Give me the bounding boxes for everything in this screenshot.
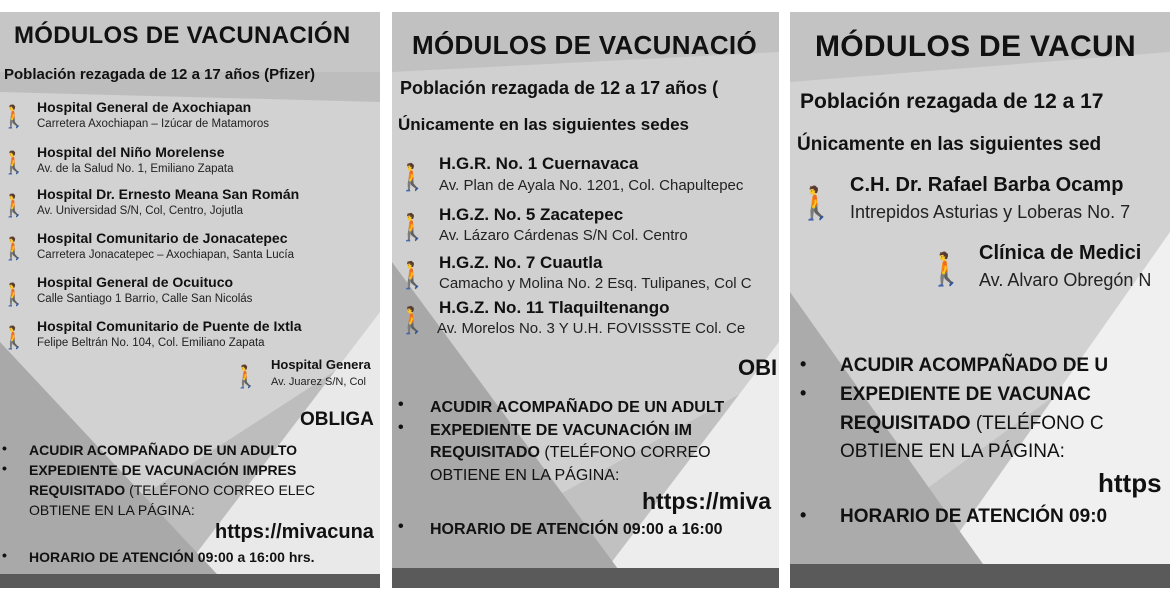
registration-url[interactable]: https — [1098, 468, 1162, 498]
sedes-note: Únicamente en las siguientes sedes — [398, 115, 690, 134]
walking-person-icon: 🚶 — [926, 251, 966, 287]
walking-person-icon: 🚶 — [0, 104, 28, 129]
registration-url[interactable]: https://miva — [642, 488, 772, 514]
hospital-address: Felipe Beltrán No. 104, Col. Emiliano Zapata — [37, 337, 265, 349]
panel-subtitle: Población rezagada de 12 a 17 años (Pfizer) — [4, 66, 315, 83]
walking-person-icon: 🚶 — [396, 212, 429, 242]
hospital-name: Hospital del Niño Morelense — [37, 144, 225, 160]
requirement-adult: ACUDIR ACOMPAÑADO DE UN ADULT — [430, 399, 725, 416]
hospital-name: Hospital Genera — [271, 357, 371, 372]
bullet: • — [2, 547, 7, 563]
walking-person-icon: 🚶 — [396, 260, 429, 290]
walking-person-icon: 🚶 — [0, 150, 28, 175]
sedes-note: Únicamente en las siguientes sed — [797, 134, 1102, 155]
flyer-panel-3 — [790, 12, 1170, 588]
hospital-name: Hospital General de Ocuituco — [37, 274, 234, 290]
requirement-adult: ACUDIR ACOMPAÑADO DE U — [840, 355, 1109, 376]
requirement-record-line2 — [840, 413, 1104, 435]
hospital-address: Av. Lázaro Cárdenas S/N Col. Centro — [439, 227, 688, 244]
flyer-panel-2 — [392, 12, 779, 588]
walking-person-icon: 🚶 — [796, 185, 836, 221]
panel-title: MÓDULOS DE VACUNACIÓ — [412, 30, 757, 60]
registration-url[interactable]: https://mivacuna — [215, 521, 374, 543]
requirement-contact: (TELÉFONO C — [970, 413, 1104, 434]
hospital-name: H.G.R. No. 1 Cuernavaca — [439, 154, 639, 173]
hospital-address: Av. Juarez S/N, Col — [271, 376, 366, 388]
requirement-page: OBTIENE EN LA PÁGINA: — [430, 467, 620, 484]
requisitado-label: REQUISITADO — [29, 482, 126, 498]
requirement-schedule: HORARIO DE ATENCIÓN 09:00 a 16:00 — [430, 521, 723, 538]
hospital-name: H.G.Z. No. 7 Cuautla — [439, 253, 603, 272]
requirement-record: EXPEDIENTE DE VACUNAC — [840, 384, 1091, 405]
hospital-address: Av. Alvaro Obregón N — [979, 270, 1152, 290]
requirement-record: EXPEDIENTE DE VACUNACIÓN IM — [430, 422, 692, 439]
obligatory-heading: OBLIGA — [300, 409, 374, 430]
bullet: • — [398, 518, 404, 535]
requirement-page: OBTIENE EN LA PÁGINA: — [29, 502, 195, 518]
bullet: • — [800, 383, 807, 403]
hospital-address: Calle Santiago 1 Barrio, Calle San Nicolás — [37, 293, 253, 305]
walking-person-icon: 🚶 — [396, 162, 429, 192]
requirement-schedule: HORARIO DE ATENCIÓN 09:0 — [840, 506, 1108, 527]
hospital-name: H.G.Z. No. 11 Tlaquiltenango — [439, 298, 670, 317]
hospital-address: Av. Morelos No. 3 Y U.H. FOVISSSTE Col. Ce — [437, 320, 746, 337]
flyer-panel-1 — [0, 12, 380, 588]
bullet: • — [800, 354, 807, 374]
requirement-contact: (TELÉFONO CORREO — [539, 444, 711, 461]
walking-person-icon: 🚶 — [0, 282, 28, 307]
walking-person-icon: 🚶 — [396, 305, 429, 335]
bullet: • — [2, 460, 7, 476]
requirement-record-line2 — [29, 482, 315, 498]
hospital-address: Carretera Axochiapan – Izúcar de Matamoros — [37, 118, 270, 130]
hospital-address: Av. Plan de Ayala No. 1201, Col. Chapultepec — [439, 177, 744, 194]
hospital-name: C.H. Dr. Rafael Barba Ocamp — [850, 174, 1124, 196]
hospital-address: Carretera Jonacatepec – Axochiapan, Santa Lucía — [37, 249, 295, 261]
requirement-page: OBTIENE EN LA PÁGINA: — [840, 441, 1065, 462]
walking-person-icon: 🚶 — [0, 325, 28, 350]
requisitado-label: REQUISITADO — [840, 413, 971, 434]
hospital-address: Camacho y Molina No. 2 Esq. Tulipanes, Col C — [439, 275, 752, 292]
hospital-name: Clínica de Medici — [979, 242, 1142, 264]
requirement-adult: ACUDIR ACOMPAÑADO DE UN ADULTO — [29, 442, 298, 458]
hospital-address: Av. Universidad S/N, Col, Centro, Jojutla — [37, 205, 244, 217]
hospital-name: Hospital Comunitario de Puente de Ixtla — [37, 318, 302, 334]
panel-title: MÓDULOS DE VACUN — [815, 30, 1136, 63]
bullet: • — [398, 396, 404, 413]
hospital-address: Intrepidos Asturias y Loberas No. 7 — [850, 202, 1131, 222]
requirement-record: EXPEDIENTE DE VACUNACIÓN IMPRES — [29, 462, 297, 478]
requirement-record-line2 — [430, 444, 711, 462]
bullet: • — [398, 419, 404, 436]
panel-title: MÓDULOS DE VACUNACIÓN — [14, 22, 351, 49]
hospital-name: Hospital General de Axochiapan — [37, 99, 252, 115]
obligatory-heading: OBI — [738, 355, 778, 380]
requisitado-label: REQUISITADO — [430, 444, 540, 461]
bullet: • — [2, 440, 7, 456]
walking-person-icon: 🚶 — [0, 236, 28, 261]
bullet: • — [800, 505, 807, 525]
panel-subtitle: Población rezagada de 12 a 17 años ( — [400, 78, 719, 98]
requirement-schedule: HORARIO DE ATENCIÓN 09:00 a 16:00 hrs. — [29, 549, 315, 565]
panel-subtitle: Población rezagada de 12 a 17 — [800, 90, 1104, 113]
walking-person-icon: 🚶 — [232, 364, 260, 389]
hospital-name: H.G.Z. No. 5 Zacatepec — [439, 205, 624, 224]
walking-person-icon: 🚶 — [0, 193, 28, 218]
hospital-address: Av. de la Salud No. 1, Emiliano Zapata — [37, 163, 234, 175]
requirement-contact: (TELÉFONO CORREO ELEC — [125, 482, 316, 498]
hospital-name: Hospital Dr. Ernesto Meana San Román — [37, 186, 300, 202]
hospital-name: Hospital Comunitario de Jonacatepec — [37, 230, 288, 246]
